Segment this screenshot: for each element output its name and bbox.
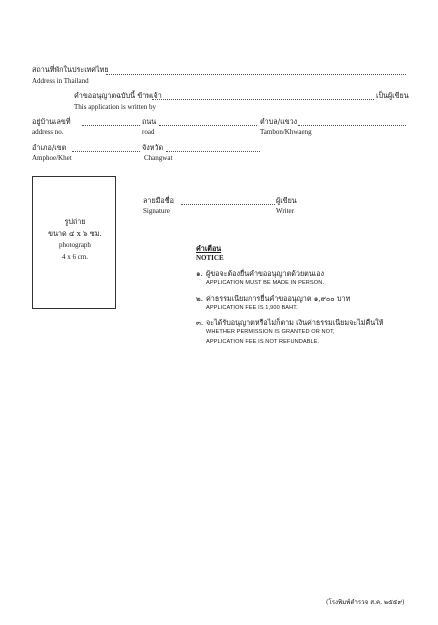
application-label-en: This application is written by <box>74 103 157 111</box>
photo-label-th: รูปถ่าย <box>64 217 86 226</box>
photo-size-en: 4 x 6 cm. <box>61 253 89 261</box>
tambon-line[interactable] <box>298 125 406 126</box>
changwat-line[interactable] <box>166 151 260 152</box>
address-label-en: Address in Thailand <box>32 77 89 85</box>
notice-item-2-num: ๒. <box>196 294 204 303</box>
print-info: (โรงพิมพ์ตำรวจ ส.ค. ๒๕๕๙) <box>326 599 405 606</box>
notice-item-3-en-1: WHETHER PERMISSION IS GRANTED OR NOT, <box>206 329 335 335</box>
address-line[interactable] <box>106 74 406 75</box>
signature-label-en: Signature <box>143 207 170 215</box>
notice-title-en: NOTICE <box>196 254 224 262</box>
tambon-label-th: ตำบล/แขวง <box>260 117 298 126</box>
notice-title-th: คำเตือน <box>196 244 222 253</box>
signature-line[interactable] <box>181 204 275 205</box>
address-no-label-th: อยู่บ้านเลขที่ <box>32 117 71 126</box>
amphoe-label-th: อำเภอ/เขต <box>32 143 67 152</box>
notice-item-2-en: APPLICATION FEE IS 1,900 BAHT. <box>206 305 298 311</box>
address-no-label-en: address no. <box>32 128 64 136</box>
writer-label-th: ผู้เขียน <box>276 196 297 205</box>
changwat-label-th: จังหวัด <box>142 143 164 152</box>
notice-item-1-th: ผู้ขอจะต้องยื่นคำขออนุญาตด้วยตนเอง <box>206 269 325 278</box>
road-line[interactable] <box>159 125 257 126</box>
notice-item-3-num: ๓. <box>196 318 204 327</box>
address-label-th: สถานที่พักในประเทศไทย <box>32 65 109 74</box>
road-label-en: road <box>142 128 155 136</box>
notice-item-3-th: จะได้รับอนุญาตหรือไม่ก็ตาม เงินค่าธรรมเนียมจะไม่คืนให้ <box>206 318 384 327</box>
application-label-th: คำขออนุญาตฉบับนี้ ข้าพเจ้า <box>74 91 162 100</box>
application-suffix-th: เป็นผู้เขียน <box>376 91 409 100</box>
photo-size-th: ขนาด ๔ x ๖ ซม. <box>48 229 102 238</box>
road-label-th: ถนน <box>142 117 157 126</box>
amphoe-line[interactable] <box>72 151 140 152</box>
notice-item-3-en-2: APPLICATION FEE IS NOT REFUNDABLE. <box>206 339 320 345</box>
notice-item-2-th: ค่าธรรมเนียมการยื่นคำขออนุญาต ๑,๙๐๐ บาท <box>206 294 351 303</box>
signature-label-th: ลายมือชื่อ <box>143 196 174 205</box>
applicant-name-line[interactable] <box>152 99 374 100</box>
photo-box <box>32 176 116 309</box>
amphoe-label-en: Amphoe/Khet <box>32 154 72 162</box>
tambon-label-en: Tambon/Khwaeng <box>260 128 312 136</box>
notice-item-1-en: APPLICATION MUST BE MADE IN PERSON. <box>206 280 324 286</box>
photo-label-en: photograph <box>59 241 91 249</box>
notice-item-1-num: ๑. <box>196 269 203 278</box>
address-no-line[interactable] <box>82 125 140 126</box>
writer-label-en: Writer <box>276 207 294 215</box>
changwat-label-en: Changwat <box>144 154 173 162</box>
